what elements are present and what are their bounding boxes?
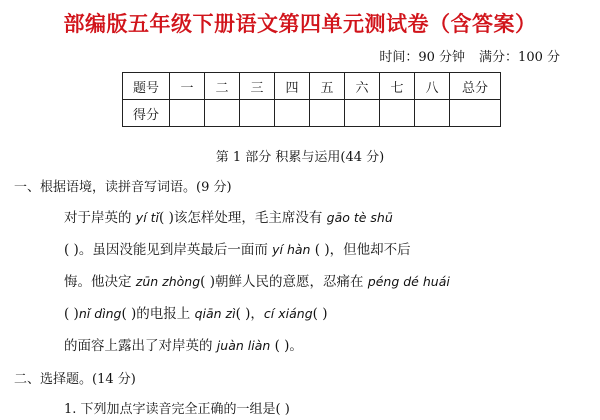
- pinyin: cí xiáng: [263, 306, 313, 321]
- score-cell: [345, 100, 380, 127]
- pinyin: juàn liàn: [216, 338, 271, 353]
- q1-text: ( )。虽因没能见到岸英最后一面而: [64, 242, 268, 258]
- score-cell: [310, 100, 345, 127]
- score-cell: [240, 100, 275, 127]
- score-table-header-row: [123, 73, 501, 100]
- full-score: 满分：100 分: [479, 50, 560, 65]
- score-cell: [415, 100, 450, 127]
- score-table-score-row: [123, 100, 501, 127]
- exam-title: 部编版五年级下册语文第四单元测试卷（含答案）: [63, 12, 537, 36]
- q1-line-4: [64, 302, 327, 322]
- part-1-heading: 第 1 部分 积累与运用(44 分): [215, 150, 385, 165]
- column-header: 三: [240, 73, 275, 100]
- pinyin: qiān zì: [194, 306, 236, 321]
- column-header: 七: [380, 73, 415, 100]
- column-header: 二: [205, 73, 240, 100]
- q1-line-3: [64, 270, 450, 290]
- q1-text: ( ): [312, 306, 328, 322]
- q1-text: 悔。他决定: [64, 274, 132, 290]
- question-2-heading: 二、选择题。(14 分): [14, 372, 136, 387]
- q2-item-1: 1. 下列加点字读音完全正确的一组是( ): [64, 402, 290, 417]
- pinyin: gāo tè shū: [326, 210, 393, 225]
- score-cell: [205, 100, 240, 127]
- pinyin: péng dé huái: [367, 274, 450, 289]
- q1-text: ( )该怎样处理，毛主席没有: [159, 210, 323, 226]
- pinyin: yí tǐ: [135, 210, 160, 225]
- score-label: 得分: [123, 100, 170, 127]
- score-cell: [380, 100, 415, 127]
- score-cell: [170, 100, 205, 127]
- q1-line-2: [64, 238, 411, 258]
- column-header: 一: [170, 73, 205, 100]
- column-header: 六: [345, 73, 380, 100]
- q1-text: ( )，但他却不后: [314, 242, 411, 258]
- time-limit: 时间：90 分钟: [379, 50, 466, 65]
- pinyin: yí hàn: [272, 242, 311, 257]
- column-header: 四: [275, 73, 310, 100]
- q1-line-1: [64, 206, 393, 226]
- total-score-cell: [450, 100, 501, 127]
- q1-text: ( ): [64, 306, 79, 322]
- exam-meta: [379, 46, 560, 65]
- question-number-label: 题号: [123, 73, 170, 100]
- total-label: 总分: [450, 73, 501, 100]
- q1-text: 对于岸英的: [64, 210, 132, 226]
- score-cell: [275, 100, 310, 127]
- q1-text: ( )，: [235, 306, 264, 322]
- question-1-heading: 一、根据语境，读拼音写词语。(9 分): [14, 180, 232, 195]
- score-table: [122, 72, 501, 127]
- pinyin: nǐ dìng: [78, 306, 122, 321]
- q1-text: ( )。: [274, 338, 303, 354]
- q1-text: ( )的电报上: [121, 306, 191, 322]
- q1-line-5: [64, 334, 303, 354]
- column-header: 五: [310, 73, 345, 100]
- column-header: 八: [415, 73, 450, 100]
- q1-text: ( )朝鲜人民的意愿，忍痛在: [200, 274, 364, 290]
- pinyin: zūn zhòng: [135, 274, 201, 289]
- q1-text: 的面容上露出了对岸英的: [64, 338, 213, 354]
